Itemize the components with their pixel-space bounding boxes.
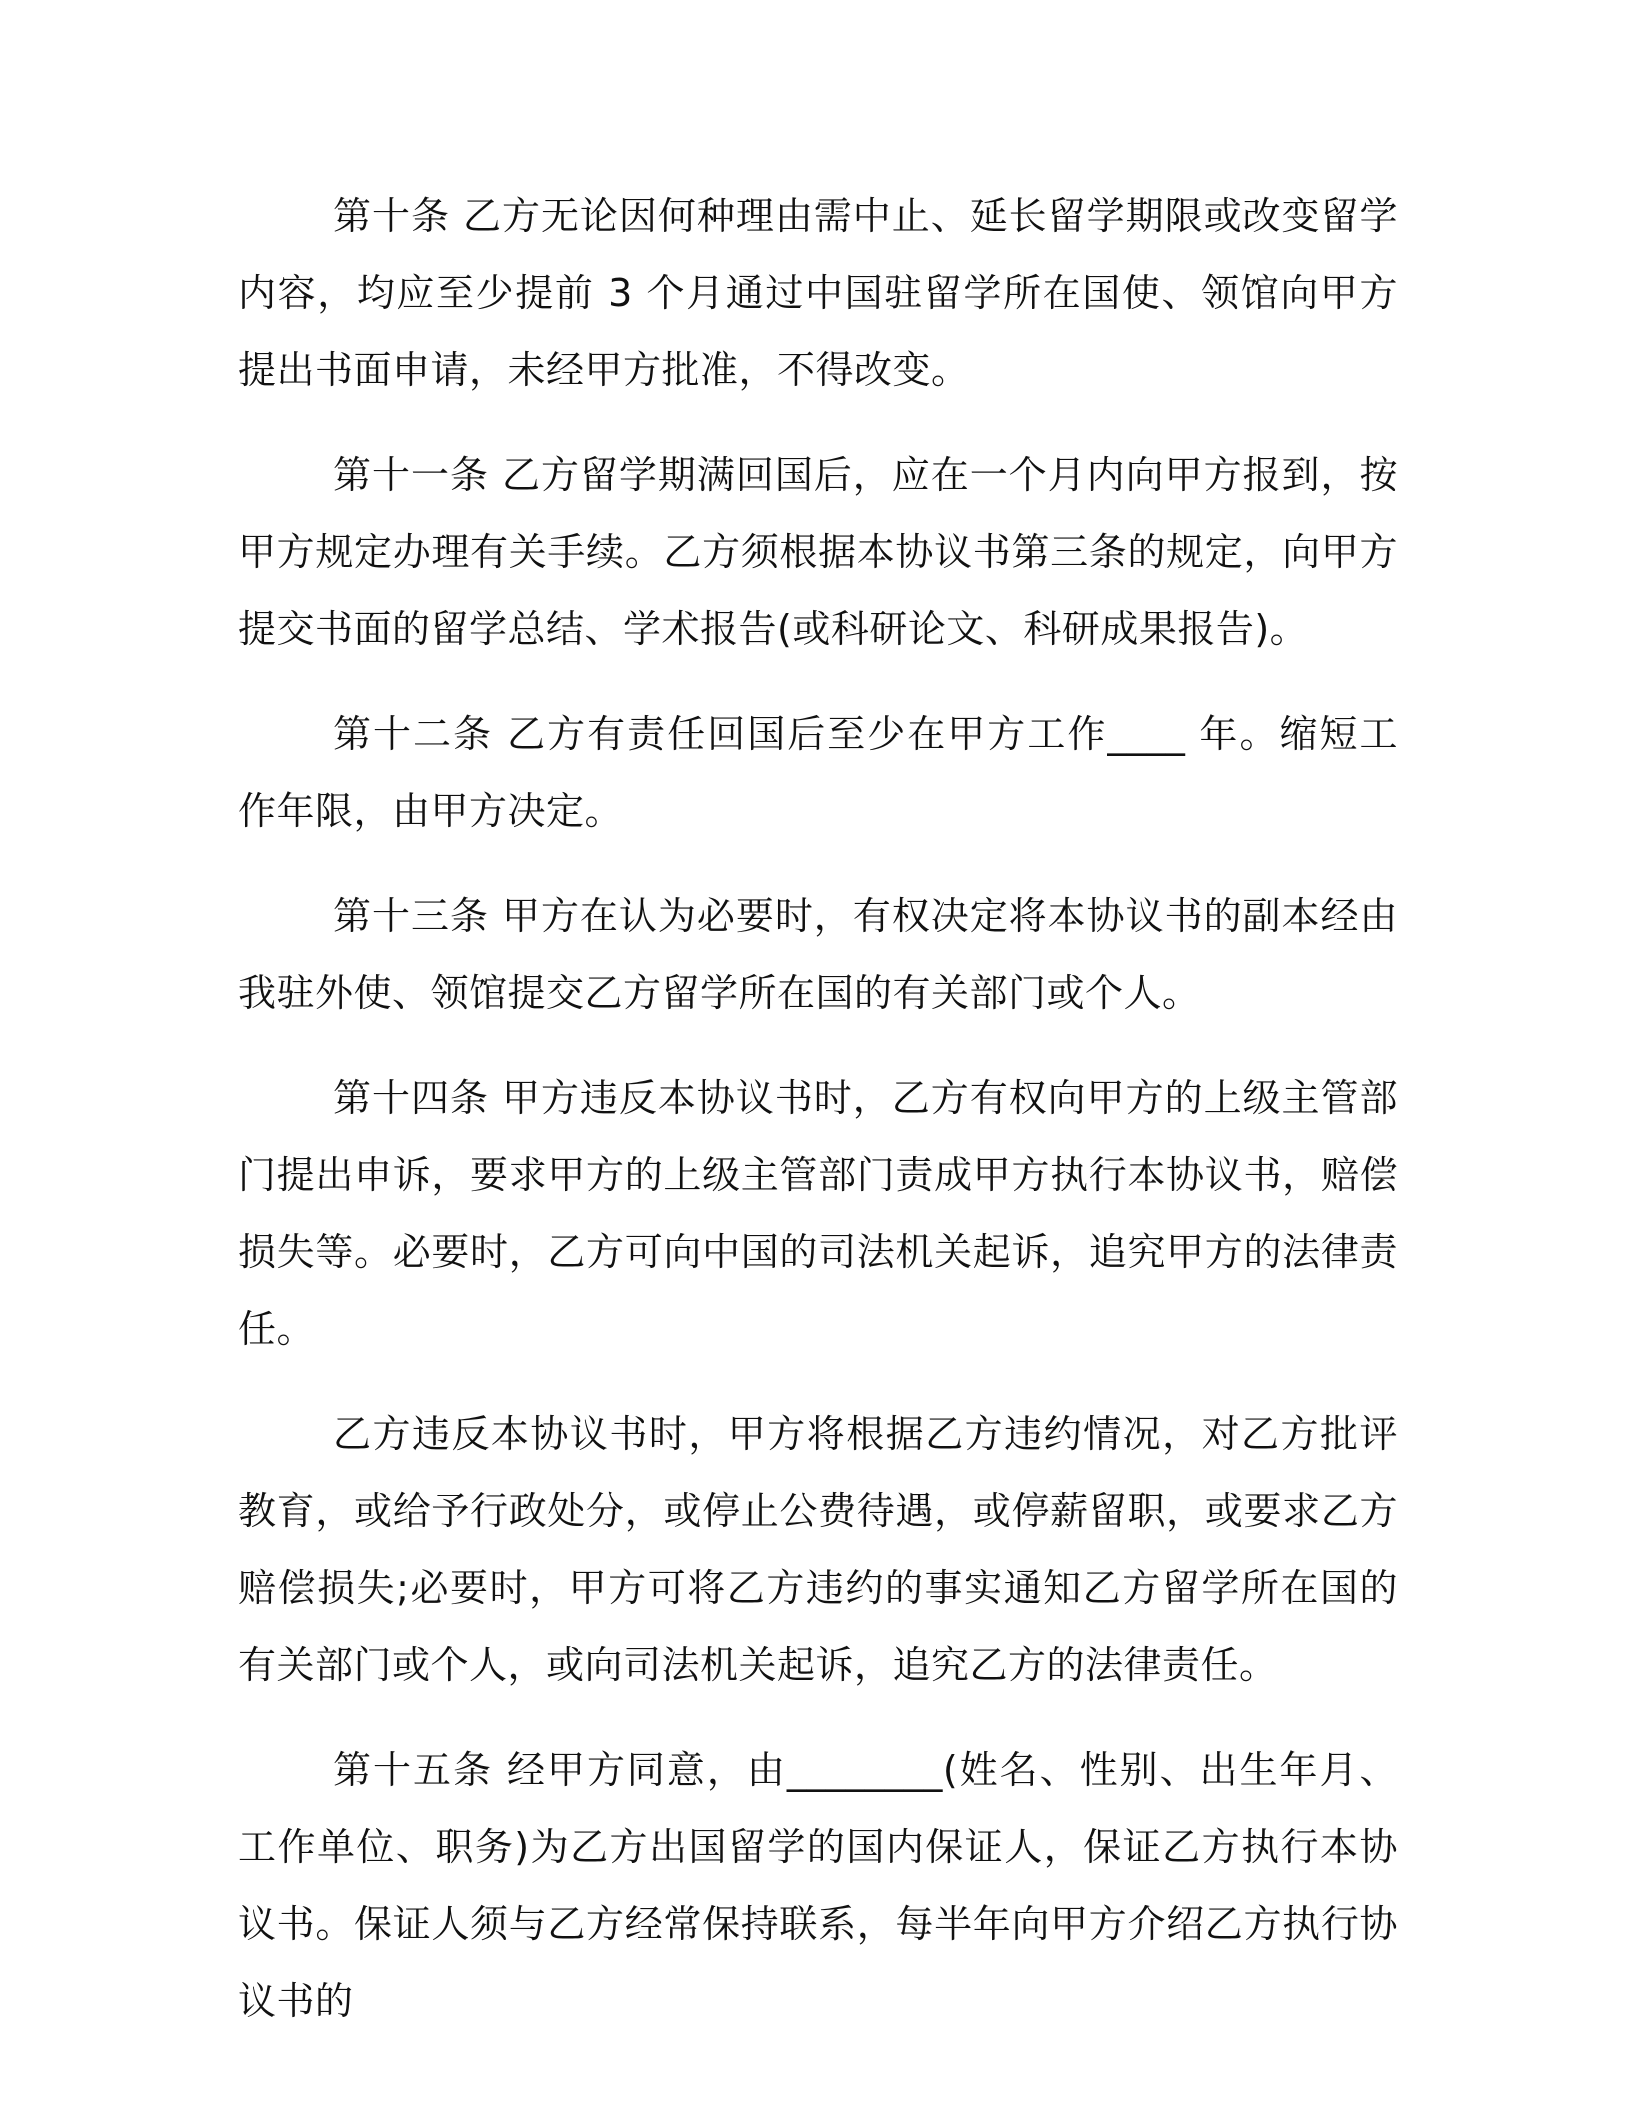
article-12-paragraph: 第十二条 乙方有责任回国后至少在甲方工作____ 年。缩短工作年限，由甲方决定。 (238, 712, 1398, 833)
article-10-paragraph: 第十条 乙方无论因何种理由需中止、延长留学期限或改变留学内容，均应至少提前 3 个月通过中国驻留学所在国使、领馆向甲方提出书面申请，未经甲方批准，不得改变。 (238, 194, 1398, 392)
article-13-paragraph: 第十三条 甲方在认为必要时，有权决定将本协议书的副本经由我驻外使、领馆提交乙方留学所在国的有关部门或个人。 (238, 894, 1398, 1015)
article-15-paragraph: 第十五条 经甲方同意，由________(姓名、性别、出生年月、工作单位、职务)为乙方出国留学的国内保证人，保证乙方执行本协议书。保证人须与乙方经常保持联系，每半年向甲方介绍乙方执行协议书的 (238, 1748, 1398, 2023)
article-14-continuation-paragraph: 乙方违反本协议书时，甲方将根据乙方违约情况，对乙方批评教育，或给予行政处分，或停止公费待遇，或停薪留职，或要求乙方赔偿损失;必要时，甲方可将乙方违约的事实通知乙方留学所在国的有关部门或个人，或向司法机关起诉，追究乙方的法律责任。 (238, 1412, 1398, 1687)
document-body (238, 178, 1398, 2068)
article-14-paragraph: 第十四条 甲方违反本协议书时，乙方有权向甲方的上级主管部门提出申诉，要求甲方的上级主管部门责成甲方执行本协议书，赔偿损失等。必要时，乙方可向中国的司法机关起诉，追究甲方的法律责任。 (238, 1076, 1398, 1351)
article-11-paragraph: 第十一条 乙方留学期满回国后，应在一个月内向甲方报到，按甲方规定办理有关手续。乙方须根据本协议书第三条的规定，向甲方提交书面的留学总结、学术报告(或科研论文、科研成果报告)。 (238, 453, 1398, 651)
